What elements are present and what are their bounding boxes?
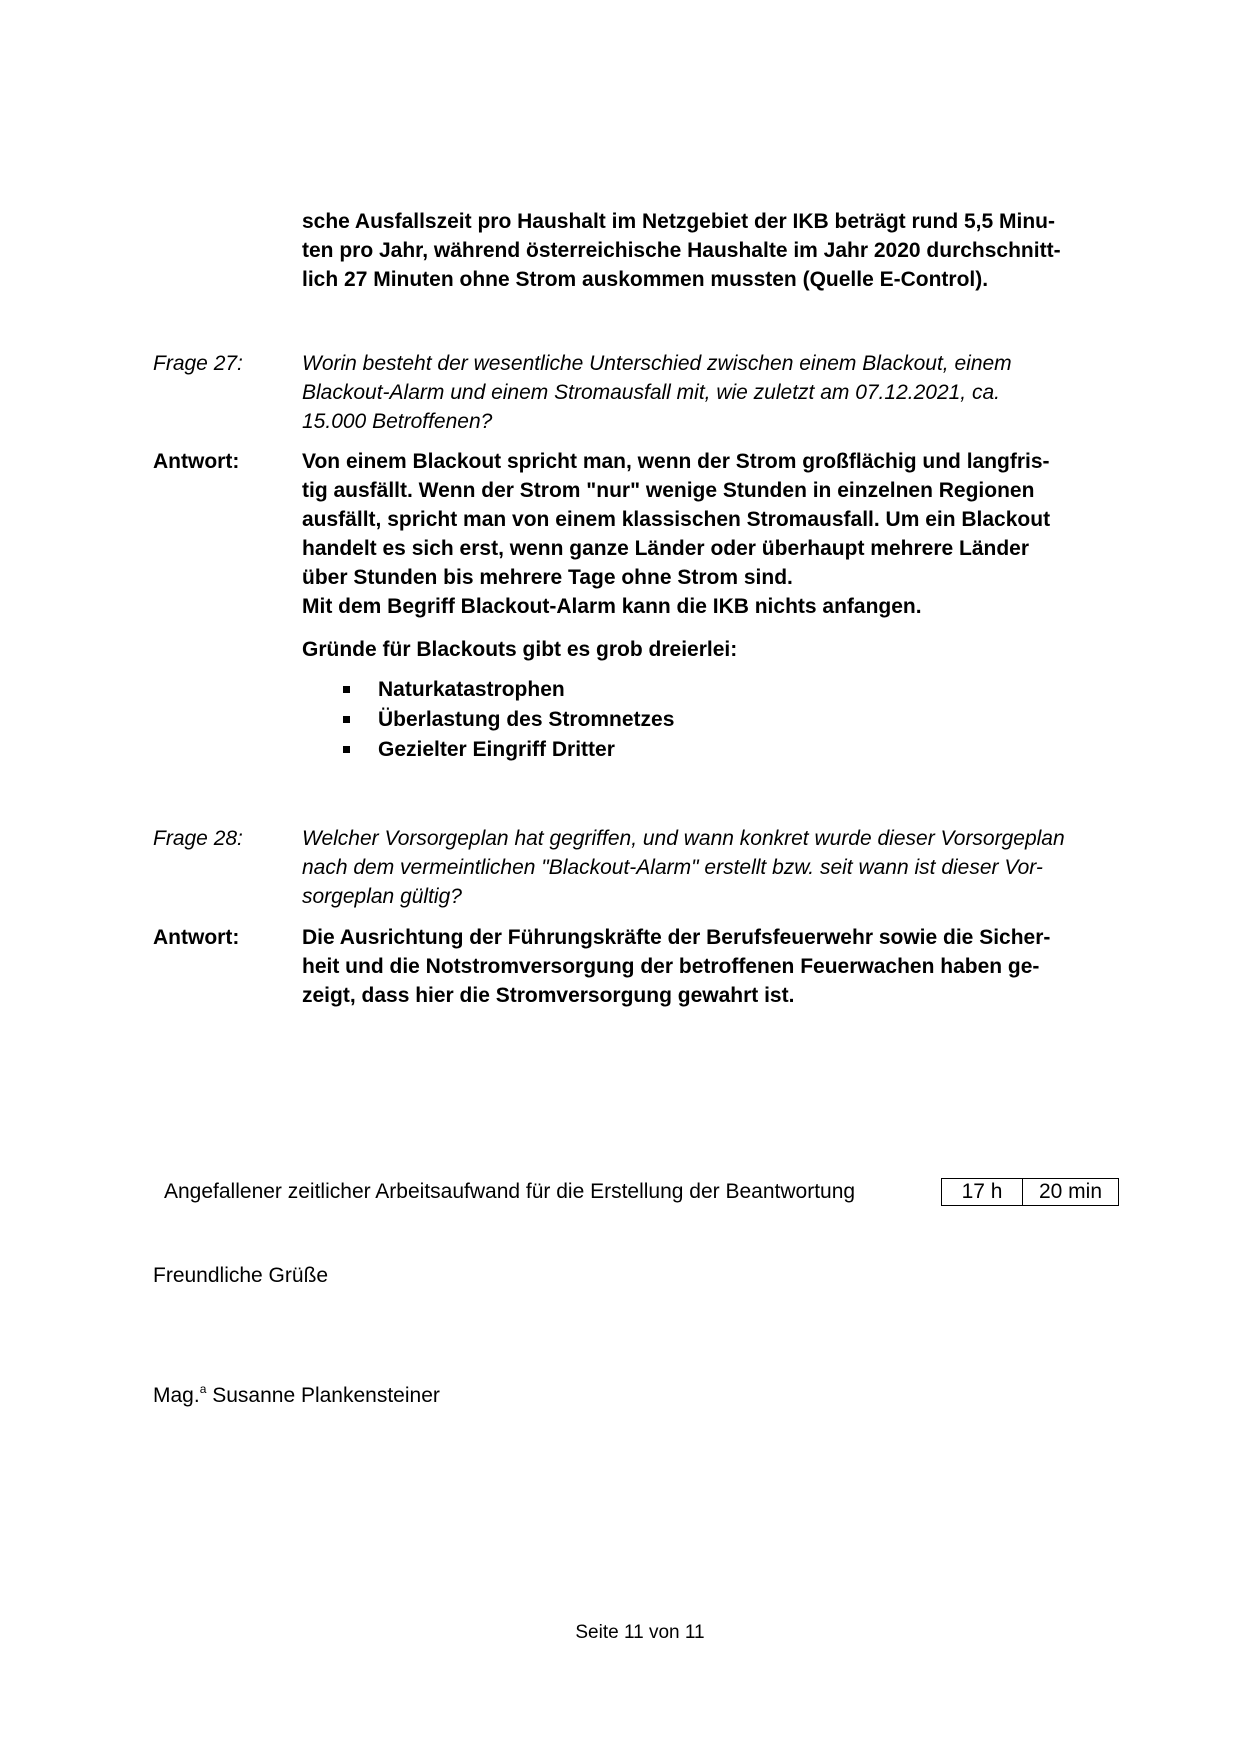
signature-title: Mag.	[153, 1384, 200, 1407]
answer-27-text	[302, 447, 1142, 621]
answer-27-label: Antwort:	[153, 450, 240, 473]
effort-hours: 17 h	[942, 1179, 1023, 1205]
list-item: Naturkatastrophen	[343, 675, 674, 705]
answer-line: ausfällt, spricht man von einem klassischen Stromausfall. Um ein Blackout	[302, 508, 1051, 531]
answer-28-label: Antwort:	[153, 926, 240, 949]
question-28-label: Frage 28:	[153, 827, 243, 850]
question-line: 15.000 Betroffenen?	[302, 410, 493, 433]
question-line: nach dem vermeintlichen "Blackout-Alarm" erstellt bzw. seit wann ist dieser Vor-	[302, 856, 1043, 879]
effort-label: Angefallener zeitlicher Arbeitsaufwand für die Erstellung der Beantwortung	[164, 1180, 856, 1203]
question-27-label: Frage 27:	[153, 352, 243, 375]
question-28-text	[302, 824, 1142, 911]
answer-line: handelt es sich erst, wenn ganze Länder oder überhaupt mehrere Länder	[302, 537, 1030, 560]
question-line: Worin besteht der wesentliche Unterschied zwischen einem Blackout, einem	[302, 352, 1012, 375]
reasons-list	[343, 675, 674, 765]
intro-line: ten pro Jahr, während österreichische Haushalte im Jahr 2020 durchschnitt-	[302, 239, 1061, 262]
answer-line: tig ausfällt. Wenn der Strom "nur" wenige Stunden in einzelnen Regionen	[302, 479, 1035, 502]
question-27-text	[302, 349, 1142, 436]
list-item: Überlastung des Stromnetzes	[343, 705, 674, 735]
signature	[153, 1375, 440, 1410]
page-number: Seite 11 von 11	[575, 1622, 705, 1643]
answer-line: heit und die Notstromversorgung der betroffenen Feuerwachen haben ge-	[302, 955, 1040, 978]
intro-line: lich 27 Minuten ohne Strom auskommen mussten (Quelle E-Control).	[302, 268, 989, 291]
question-line: sorgeplan gültig?	[302, 885, 462, 908]
signature-title-superscript: a	[199, 1382, 207, 1396]
answer-line: Von einem Blackout spricht man, wenn der Strom großflächig und langfris-	[302, 450, 1050, 473]
closing-greeting: Freundliche Grüße	[153, 1264, 329, 1287]
signature-name: Susanne Plankensteiner	[212, 1384, 440, 1407]
question-line: Welcher Vorsorgeplan hat gegriffen, und wann konkret wurde dieser Vorsorgeplan	[302, 827, 1065, 850]
answer-28-text	[302, 923, 1142, 1010]
list-item: Gezielter Eingriff Dritter	[343, 735, 674, 765]
intro-paragraph	[302, 207, 1142, 294]
question-line: Blackout-Alarm und einem Stromausfall mit, wie zuletzt am 07.12.2021, ca.	[302, 381, 1000, 404]
answer-line: über Stunden bis mehrere Tage ohne Strom sind.	[302, 566, 793, 589]
answer-line: Die Ausrichtung der Führungskräfte der Berufsfeuerwehr sowie die Sicher-	[302, 926, 1051, 949]
effort-minutes: 20 min	[1038, 1180, 1103, 1203]
reasons-intro: Gründe für Blackouts gibt es grob dreierlei:	[302, 638, 738, 661]
effort-table	[941, 1178, 1119, 1206]
intro-line: sche Ausfallszeit pro Haushalt im Netzgebiet der IKB beträgt rund 5,5 Minu-	[302, 210, 1056, 233]
answer-line: Mit dem Begriff Blackout-Alarm kann die IKB nichts anfangen.	[302, 595, 922, 618]
answer-line: zeigt, dass hier die Stromversorgung gewahrt ist.	[302, 984, 795, 1007]
